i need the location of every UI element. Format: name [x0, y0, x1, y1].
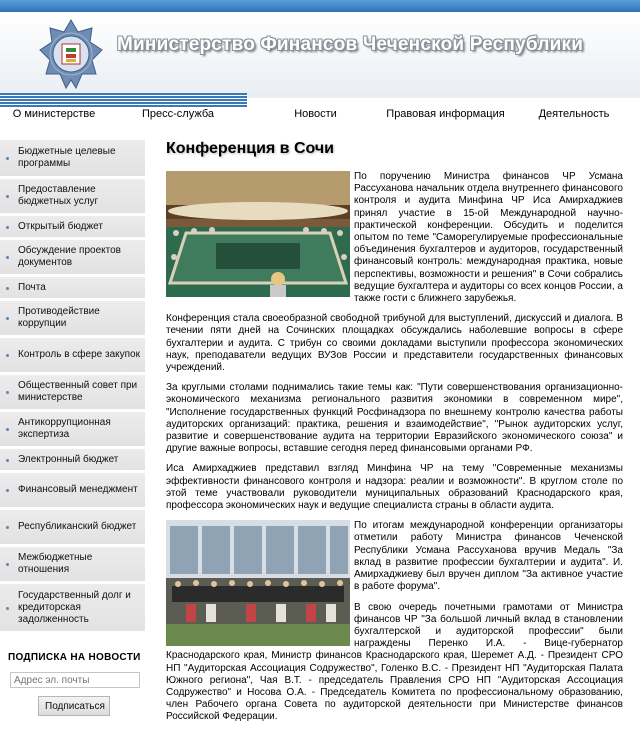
- sidebar-item-label: Предоставление бюджетных услуг: [18, 184, 99, 207]
- nav-press[interactable]: Пресс-служба: [142, 108, 214, 120]
- sidebar-item-mail[interactable]: [0, 277, 145, 301]
- sidebar-item-label: Почта: [18, 281, 46, 293]
- nav-news[interactable]: Новости: [294, 108, 337, 120]
- sidebar-item-documents-discussion[interactable]: [0, 240, 145, 277]
- bullet-icon: [6, 526, 9, 529]
- sidebar-item-label: Общественный совет при министерстве: [18, 380, 138, 403]
- subscribe-title: ПОДПИСКА НА НОВОСТИ: [8, 652, 141, 663]
- article-paragraph: По итогам международной конференции организаторы отметили работу Министра финансов Чеченской Республики Усмана Рассуханова вручив Медаль "За вклад в развитие профессии бухгалтерии и аудита". И. Амирхаджиеву был вручен диплом "За активное участие в работе форума".: [354, 520, 623, 593]
- sidebar-item-open-budget[interactable]: [0, 216, 145, 240]
- sidebar-item-budget-services[interactable]: [0, 179, 145, 216]
- sidebar-item-state-debt[interactable]: [0, 584, 145, 634]
- sidebar-item-republic-budget[interactable]: [0, 510, 145, 547]
- sidebar-item-electronic-budget[interactable]: [0, 449, 145, 473]
- sidebar-item-label: Межбюджетные отношения: [18, 552, 93, 575]
- top-accent-bar: [0, 0, 640, 12]
- article-paragraph: В свою очередь почетными грамотами от Министра финансов ЧР "За большой личный вклад в становлении бухгалтерской и аудиторской профессии" были награждены Перенко И.А. - Вице-губернатор Краснодарского края, Министр финансов Краснодарского края, Шеремет А.Д. - Президент СРО НП "Аудиторская Ассоциация Содружество", Голенко В.С. - Президент НП "Аудиторская Палата Южного региона", Чая В.Т. - председатель Правления СРО НП "Аудиторская Ассоциация Содружество" и Носова О.А. - Председатель Комитета по профессиональному образованию, член Рабочего органа Совета по аудиторской деятельности при Министерстве финансов Российской Федерации.: [166, 601, 623, 723]
- conference-hall-photo: [166, 171, 350, 297]
- site-title: Министерство Финансов Чеченской Республики: [117, 34, 584, 55]
- email-input[interactable]: [10, 672, 140, 688]
- bullet-icon: [6, 607, 9, 610]
- sidebar-item-label: Финансовый менеджмент: [18, 484, 138, 495]
- bullet-icon: [6, 226, 9, 229]
- sidebar-item-target-programs[interactable]: [0, 140, 145, 179]
- site-header: [0, 12, 640, 98]
- sidebar: [0, 140, 146, 634]
- sidebar-item-anticorruption-expertise[interactable]: [0, 412, 145, 449]
- article-body: [166, 171, 623, 732]
- bullet-icon: [6, 354, 9, 357]
- sidebar-item-anticorruption[interactable]: [0, 301, 145, 338]
- sidebar-item-label: Обсуждение проектов документов: [18, 245, 121, 268]
- nav-about[interactable]: О министерстве: [12, 108, 96, 120]
- main-nav: [0, 98, 640, 130]
- article-paragraph: Конференция стала своеобразной свободной трибуной для выступлений, дискуссий и диалога. В течении пяти дней на Сочинских площадках обсуждались наболевшие вопросы в сфере бухгалтерии и аудита. С трибун со своими докладами выступили профессора экономических наук, преподаватели ведущих ВУЗов России и представители государственных финансовых учреждений.: [166, 313, 623, 374]
- subscribe-button[interactable]: Подписаться: [38, 696, 110, 716]
- bullet-icon: [6, 459, 9, 462]
- sidebar-item-label: Контроль в сфере закупок: [18, 349, 140, 360]
- bullet-icon: [6, 391, 9, 394]
- bullet-icon: [6, 428, 9, 431]
- sidebar-item-label: Государственный долг и кредиторская задолженность: [18, 589, 131, 625]
- sidebar-item-public-council[interactable]: [0, 375, 145, 412]
- sidebar-item-label: Электронный бюджет: [18, 453, 119, 465]
- article-paragraph: Иса Амирхаджиев представил взгляд Минфина ЧР на тему "Современные механизмы эффективности финансового контроля и надзора: реалии и возможности". В круглом столе по этой теме участвовали руководители муниципальных образований Краснодарского края, профессора экономических наук и ведущие специалиста страны в области аудита.: [166, 463, 623, 512]
- group-photo: [166, 520, 350, 646]
- bullet-icon: [6, 287, 9, 290]
- nav-activity[interactable]: Деятельность: [538, 108, 610, 120]
- article-paragraph: За круглыми столами поднимались такие темы как: "Пути совершенствования организационно-экономического механизма регионального развития экономики в современном мире", "Исполнение государственных функций Росфинадзора по внешнему контролю качества работы аудиторских организаций: практика, решения и взаимодействие", "Рынок аудиторских услуг, развитие и совершенствование аудита на территории Евразийского экономического союза" и другие важные вопросы, вставшие сегодня перед финансовыми органами РФ.: [166, 382, 623, 455]
- bullet-icon: [6, 563, 9, 566]
- sidebar-item-label: Противодействие коррупции: [18, 306, 100, 329]
- bullet-icon: [6, 317, 9, 320]
- sidebar-item-financial-management[interactable]: [0, 473, 145, 510]
- sidebar-item-interbudget[interactable]: [0, 547, 145, 584]
- bullet-icon: [6, 195, 9, 198]
- page-title: Конференция в Сочи: [166, 140, 335, 157]
- sidebar-item-label: Республиканский бюджет: [18, 521, 137, 532]
- sidebar-item-label: Антикоррупционная экспертиза: [18, 417, 111, 440]
- bullet-icon: [6, 157, 9, 160]
- sidebar-item-procurement-control[interactable]: [0, 338, 145, 375]
- article-paragraph: По поручению Министра финансов ЧР Усмана Рассуханова начальник отдела внутреннего финансового контроля и аудита Минфина ЧР Иса Амирхаджиев принял участие в 15-ой Международной научно-практической конференции. Обсудить и поделится опытом по теме "Саморегулируемые профессиональные объединения бухгалтеров и аудиторов, государственный финансовый контроль: международная практика, новые перспективы, возможности и решения" в Сочи собрались ведущие бухгалтера и аудиторы со всех концов России, а также гости с ближнего зарубежья.: [354, 171, 623, 305]
- bullet-icon: [6, 489, 9, 492]
- bullet-icon: [6, 256, 9, 259]
- ministry-emblem-icon[interactable]: [38, 18, 104, 94]
- sidebar-item-label: Бюджетные целевые программы: [18, 146, 116, 169]
- nav-legal[interactable]: Правовая информация: [386, 108, 505, 120]
- sidebar-item-label: Открытый бюджет: [18, 220, 103, 232]
